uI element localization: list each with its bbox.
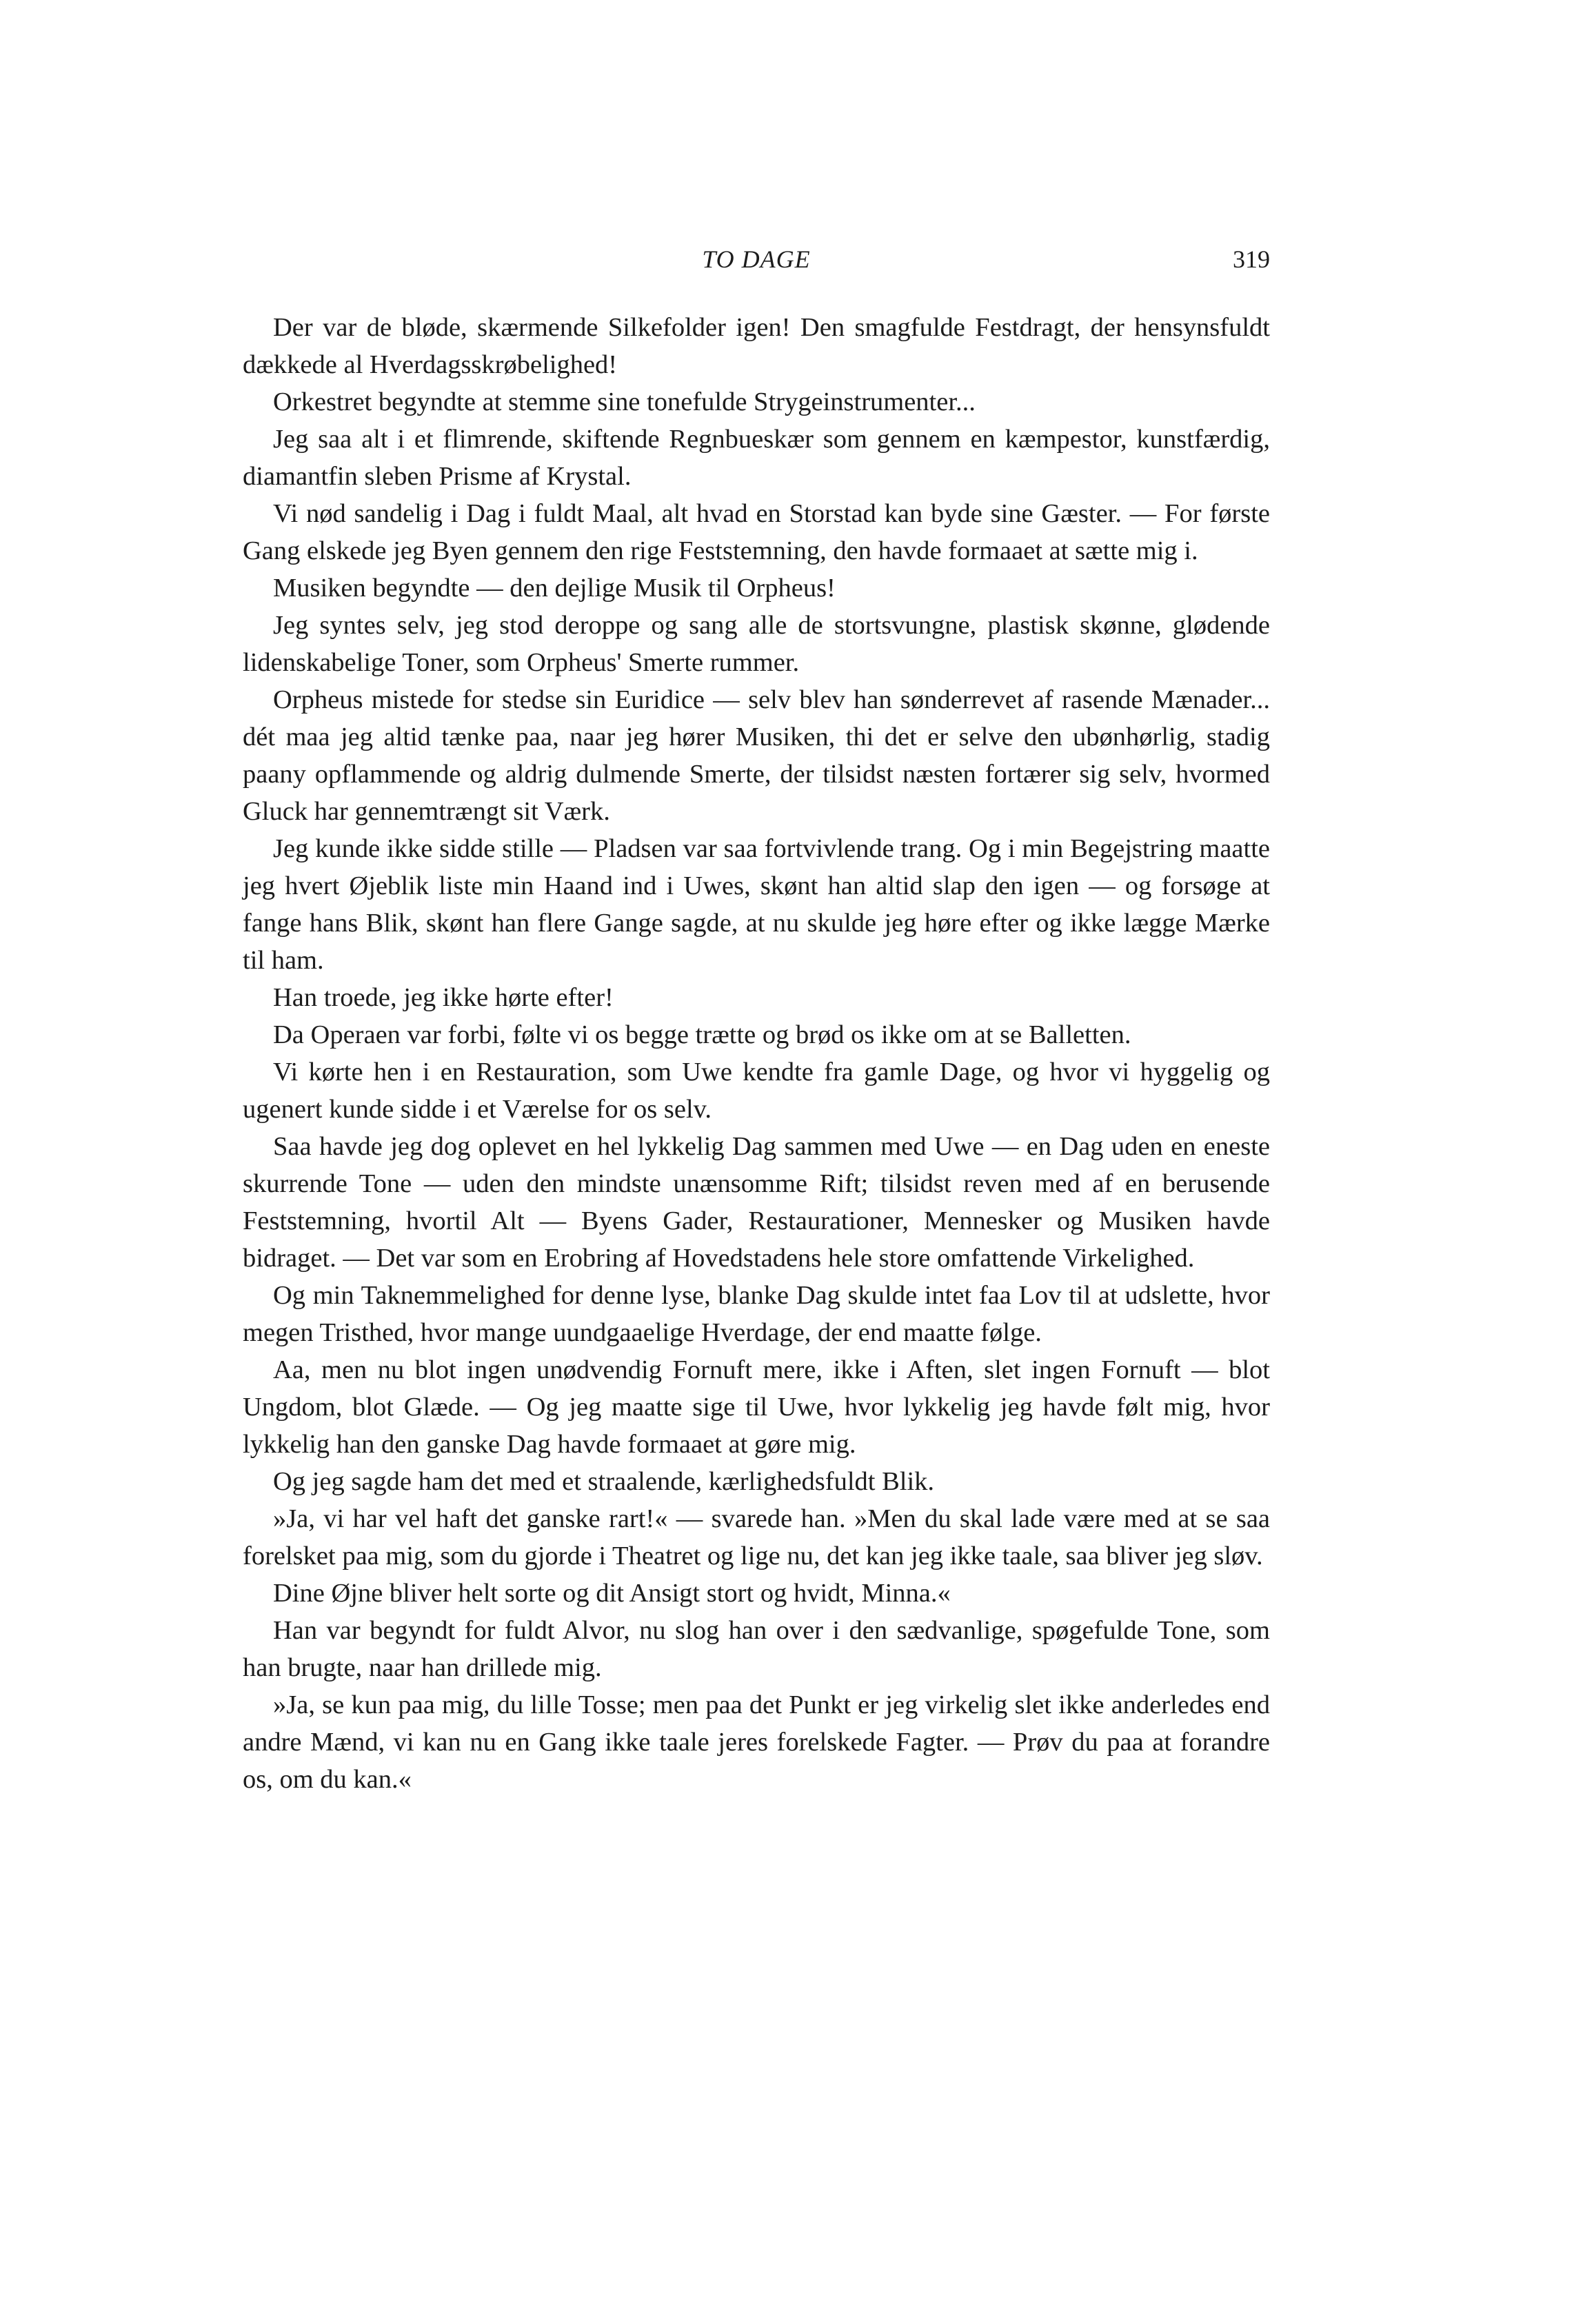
paragraph: Vi nød sandelig i Dag i fuldt Maal, alt hvad en Storstad kan byde sine Gæster. — For første Gang elskede jeg Byen gennem den rige Feststemning, den havde formaaet at sætte mig i.	[243, 499, 1270, 565]
paragraph: »Ja, vi har vel haft det ganske rart!« — svarede han. »Men du skal lade være med at se saa forelsket paa mig, som du gjorde i Theatret og lige nu, det kan jeg ikke taale, saa bliver jeg sløv.	[243, 1504, 1270, 1570]
page-number: 319	[1233, 245, 1270, 273]
paragraph: Orpheus mistede for stedse sin Euridice — selv blev han sønderrevet af rasende Mænader... dét maa jeg altid tænke paa, naar jeg hører Musiken, thi det er selve den ubønhørlig, stadig paany opflammende og aldrig dulmende Smerte, der tilsidst næsten fortærer sig selv, hvormed Gluck har gennemtrængt sit Værk.	[243, 685, 1270, 826]
paragraph: Orkestret begyndte at stemme sine tonefulde Strygeinstrumenter...	[273, 387, 976, 416]
paragraph: Vi kørte hen i en Restauration, som Uwe kendte fra gamle Dage, og hvor vi hyggelig og ugenert kunde sidde i et Værelse for os selv.	[243, 1058, 1270, 1124]
page-header	[243, 245, 1270, 286]
paragraph: Jeg saa alt i et flimrende, skiftende Regnbueskær som gennem en kæmpestor, kunstfærdig, diamantfin sleben Prisme af Krystal.	[243, 425, 1270, 491]
paragraph: »Ja, se kun paa mig, du lille Tosse; men paa det Punkt er jeg virkelig slet ikke anderledes end andre Mænd, vi kan nu en Gang ikke taale jeres forelskede Fagter. — Prøv du paa at forandre os, om du kan.«	[243, 1690, 1270, 1794]
paragraph: Aa, men nu blot ingen unødvendig Fornuft mere, ikke i Aften, slet ingen Fornuft — blot Ungdom, blot Glæde. — Og jeg maatte sige til Uwe, hvor lykkelig jeg havde følt mig, hvor lykkelig han den ganske Dag havde formaaet at gøre mig.	[243, 1355, 1270, 1459]
paragraph: Og jeg sagde ham det med et straalende, kærlighedsfuldt Blik.	[273, 1467, 935, 1496]
paragraph: Saa havde jeg dog oplevet en hel lykkelig Dag sammen med Uwe — en Dag uden en eneste skurrende Tone — uden den mindste unænsomme Rift; tilsidst reven med af en berusende Feststemning, hvortil Alt — Byens Gader, Restaurationer, Mennesker og Musiken havde bidraget. — Det var som en Erobring af Hovedstadens hele store omfattende Virkelighed.	[243, 1132, 1270, 1273]
paragraph: Da Operaen var forbi, følte vi os begge trætte og brød os ikke om at se Balletten.	[273, 1020, 1131, 1049]
paragraph: Og min Taknemmelighed for denne lyse, blanke Dag skulde intet faa Lov til at udslette, hvor megen Tristhed, hvor mange uundgaaelige Hverdage, der end maatte følge.	[243, 1281, 1270, 1347]
text-body	[243, 309, 1270, 1798]
paragraph: Han troede, jeg ikke hørte efter!	[273, 983, 614, 1012]
running-head: TO DAGE	[702, 245, 811, 273]
paragraph: Der var de bløde, skærmende Silkefolder igen! Den smagfulde Festdragt, der hensynsfuldt dækkede al Hverdagsskrøbelighed!	[243, 313, 1270, 379]
paragraph: Han var begyndt for fuldt Alvor, nu slog han over i den sædvanlige, spøgefulde Tone, som han brugte, naar han drillede mig.	[243, 1616, 1270, 1682]
paragraph: Musiken begyndte — den dejlige Musik til Orpheus!	[273, 574, 836, 603]
paragraph: Jeg kunde ikke sidde stille — Pladsen var saa fortvivlende trang. Og i min Begejstring maatte jeg hvert Øjeblik liste min Haand ind i Uwes, skønt han altid slap den igen — og forsøge at fange hans Blik, skønt han flere Gange sagde, at nu skulde jeg høre efter og ikke lægge Mærke til ham.	[243, 834, 1270, 975]
paragraph: Dine Øjne bliver helt sorte og dit Ansigt stort og hvidt, Minna.«	[273, 1579, 951, 1608]
paragraph: Jeg syntes selv, jeg stod deroppe og sang alle de stortsvungne, plastisk skønne, glødende lidenskabelige Toner, som Orpheus' Smerte rummer.	[243, 611, 1270, 677]
